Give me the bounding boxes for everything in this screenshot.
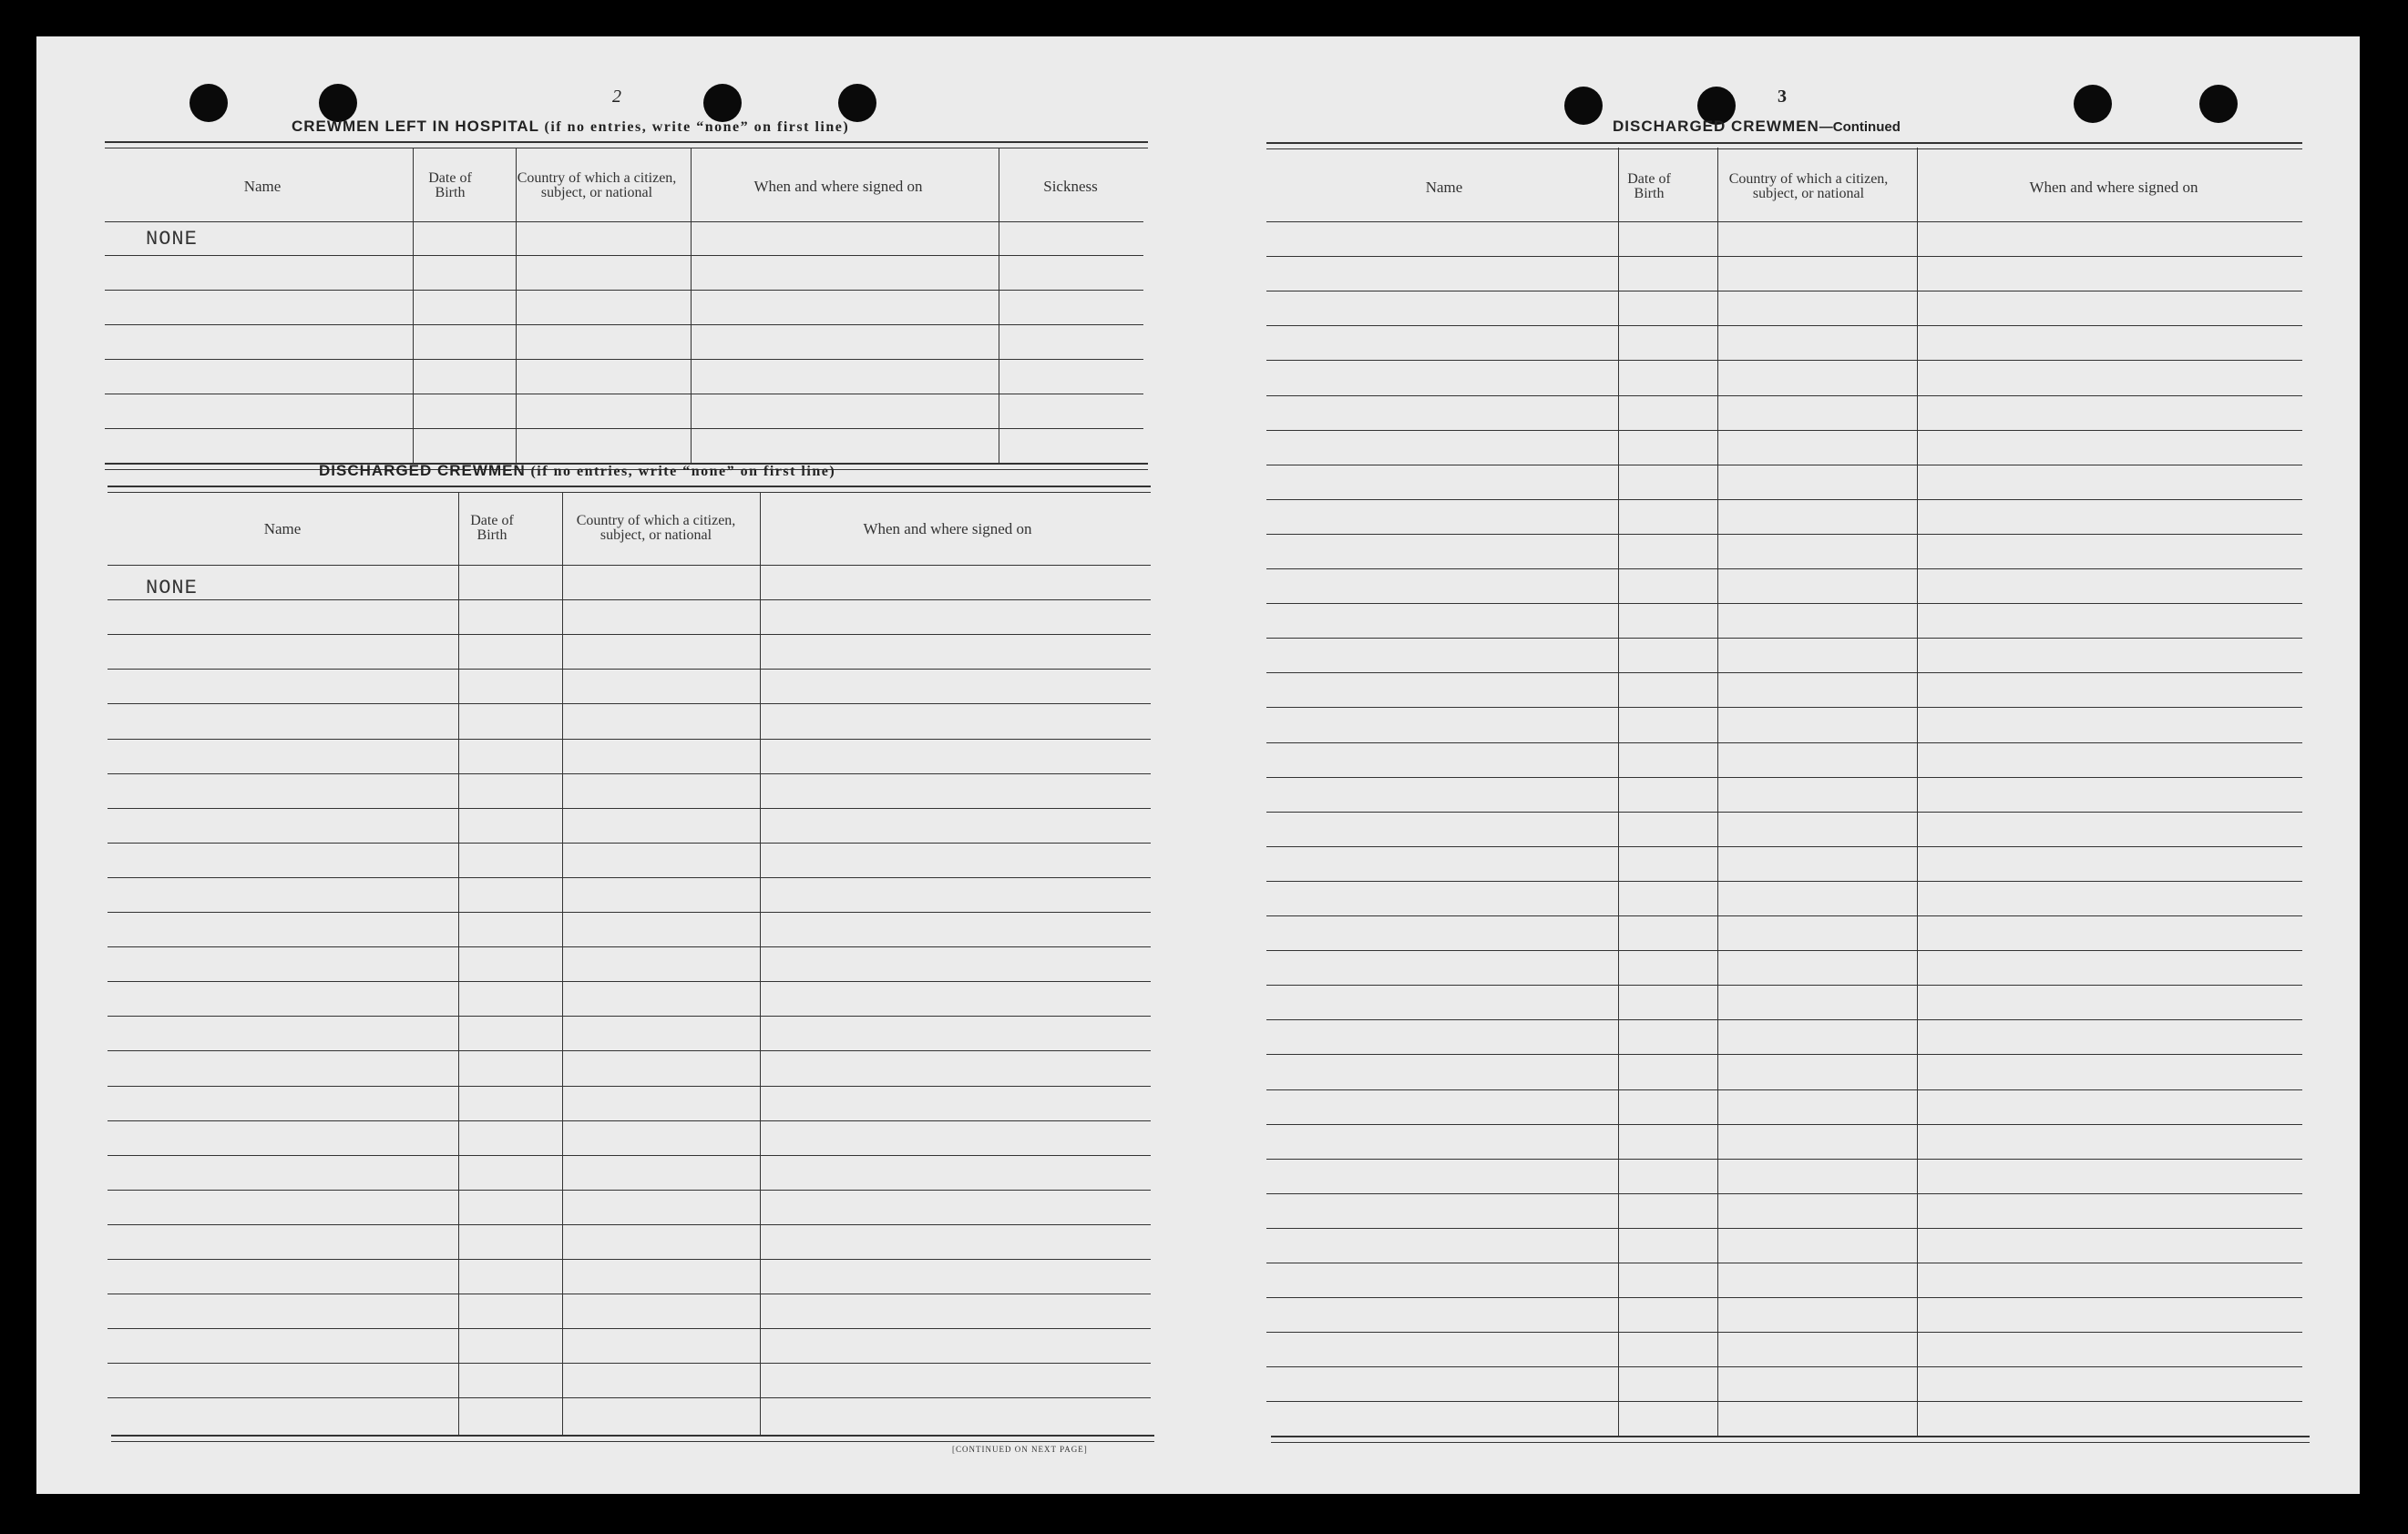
hospital-header-dob: Date of Birth — [428, 170, 472, 200]
hospital-entry-name: NONE — [146, 228, 198, 251]
continued-header-signed: When and where signed on — [2029, 178, 2198, 196]
ruled-row-line — [1266, 1401, 2302, 1402]
continued-footnote: [CONTINUED ON NEXT PAGE] — [952, 1445, 1088, 1454]
ruled-row-line — [1266, 1332, 2302, 1333]
ruled-row-line — [1266, 881, 2302, 882]
ruled-row-line — [108, 1328, 1151, 1329]
continued-section-title — [1613, 118, 1901, 136]
ruled-row-line — [1266, 534, 2302, 535]
hospital-col-divider — [413, 148, 414, 463]
ruled-row-line — [1266, 742, 2302, 743]
ruled-row-line — [108, 1190, 1151, 1191]
discharged-header-dob: Date of Birth — [470, 513, 514, 543]
hospital-title-text: CREWMEN LEFT IN HOSPITAL — [292, 118, 539, 135]
discharged-title-text: DISCHARGED CREWMEN — [319, 462, 526, 479]
hospital-col-divider — [516, 148, 517, 463]
hospital-section-title — [292, 118, 849, 136]
ruled-row-line — [1266, 430, 2302, 431]
punch-hole-4 — [838, 84, 876, 122]
page-number-left: 2 — [612, 87, 621, 107]
ruled-row-line — [108, 703, 1151, 704]
continued-col-divider — [1717, 148, 1718, 1437]
ruled-row-line — [108, 946, 1151, 947]
ruled-row-line — [1266, 256, 2302, 257]
ruled-row-line — [108, 599, 1151, 600]
hospital-col-divider — [691, 148, 692, 463]
ruled-row-line — [1266, 603, 2302, 604]
ruled-row-line — [108, 773, 1151, 774]
hospital-row-line — [105, 324, 1143, 325]
discharged-header-country: Country of which a citizen, subject, or national — [576, 513, 736, 543]
punch-hole-3 — [703, 84, 742, 122]
hospital-row-line — [105, 221, 1143, 222]
discharged-instruction: (if no entries, write “none” on first line) — [530, 464, 836, 479]
hospital-row-line — [105, 255, 1143, 256]
ruled-row-line — [1266, 1124, 2302, 1125]
discharged-header-signed: When and where signed on — [863, 519, 1032, 537]
ruled-row-line — [1266, 812, 2302, 813]
hospital-row-line — [105, 428, 1143, 429]
paper-sheet — [36, 36, 2360, 1494]
ruled-row-line — [1266, 672, 2302, 673]
ruled-row-line — [1266, 1228, 2302, 1229]
ruled-row-line — [108, 1050, 1151, 1051]
page-number-right: 3 — [1778, 87, 1787, 107]
ruled-row-line — [1266, 950, 2302, 951]
punch-hole-2 — [319, 84, 357, 122]
discharged-header-name: Name — [263, 519, 302, 537]
ruled-row-line — [108, 912, 1151, 913]
ruled-row-line — [108, 1120, 1151, 1121]
ruled-row-line — [108, 1016, 1151, 1017]
ruled-row-line — [108, 565, 1151, 566]
punch-hole-5 — [1564, 87, 1603, 125]
ruled-row-line — [1266, 1366, 2302, 1367]
continued-bottom-rule — [1271, 1436, 2310, 1443]
punch-hole-8 — [2199, 85, 2238, 123]
ruled-row-line — [1266, 360, 2302, 361]
ruled-row-line — [1266, 325, 2302, 326]
ruled-row-line — [1266, 985, 2302, 986]
ruled-row-line — [1266, 846, 2302, 847]
continued-title-suffix: —Continued — [1819, 119, 1901, 135]
ruled-row-line — [108, 739, 1151, 740]
ruled-row-line — [108, 981, 1151, 982]
discharged-entry-name: NONE — [146, 577, 198, 599]
ruled-row-line — [108, 669, 1151, 670]
ruled-row-line — [108, 1397, 1151, 1398]
ruled-row-line — [108, 1086, 1151, 1087]
ruled-row-line — [108, 634, 1151, 635]
ruled-row-line — [108, 1224, 1151, 1225]
hospital-row-line — [105, 359, 1143, 360]
continued-col-divider — [1618, 148, 1619, 1437]
ruled-row-line — [1266, 1054, 2302, 1055]
hospital-header-country: Country of which a citizen, subject, or national — [517, 170, 677, 200]
ruled-row-line — [1266, 1019, 2302, 1020]
ruled-row-line — [1266, 1159, 2302, 1160]
ruled-row-line — [1266, 1297, 2302, 1298]
hospital-top-rule — [105, 141, 1148, 148]
ruled-row-line — [1266, 915, 2302, 916]
ruled-row-line — [1266, 395, 2302, 396]
ruled-row-line — [1266, 568, 2302, 569]
ruled-row-line — [1266, 1193, 2302, 1194]
hospital-header-name: Name — [243, 177, 282, 195]
continued-col-divider — [1917, 148, 1918, 1437]
ruled-row-line — [1266, 707, 2302, 708]
discharged-bottom-rule — [111, 1435, 1154, 1442]
ruled-row-line — [1266, 221, 2302, 222]
punch-hole-1 — [190, 84, 228, 122]
discharged-section-title — [319, 462, 835, 480]
hospital-row-line — [105, 290, 1143, 291]
hospital-header-sickness: Sickness — [1043, 177, 1098, 195]
ruled-row-line — [108, 1155, 1151, 1156]
ruled-row-line — [108, 1259, 1151, 1260]
ruled-row-line — [108, 843, 1151, 844]
ruled-row-line — [1266, 638, 2302, 639]
continued-header-name: Name — [1425, 178, 1463, 196]
ruled-row-line — [1266, 1089, 2302, 1090]
hospital-instruction: (if no entries, write “none” on first line) — [544, 119, 850, 135]
continued-header-dob: Date of Birth — [1627, 171, 1671, 201]
ruled-row-line — [108, 1363, 1151, 1364]
continued-header-country: Country of which a citizen, subject, or national — [1728, 171, 1889, 201]
hospital-header-signed: When and where signed on — [753, 177, 923, 195]
continued-top-rule — [1266, 142, 2302, 149]
ruled-row-line — [108, 808, 1151, 809]
ruled-row-line — [1266, 499, 2302, 500]
ruled-row-line — [1266, 777, 2302, 778]
continued-title-text: DISCHARGED CREWMEN — [1613, 118, 1819, 135]
punch-hole-7 — [2074, 85, 2112, 123]
ruled-row-line — [108, 877, 1151, 878]
